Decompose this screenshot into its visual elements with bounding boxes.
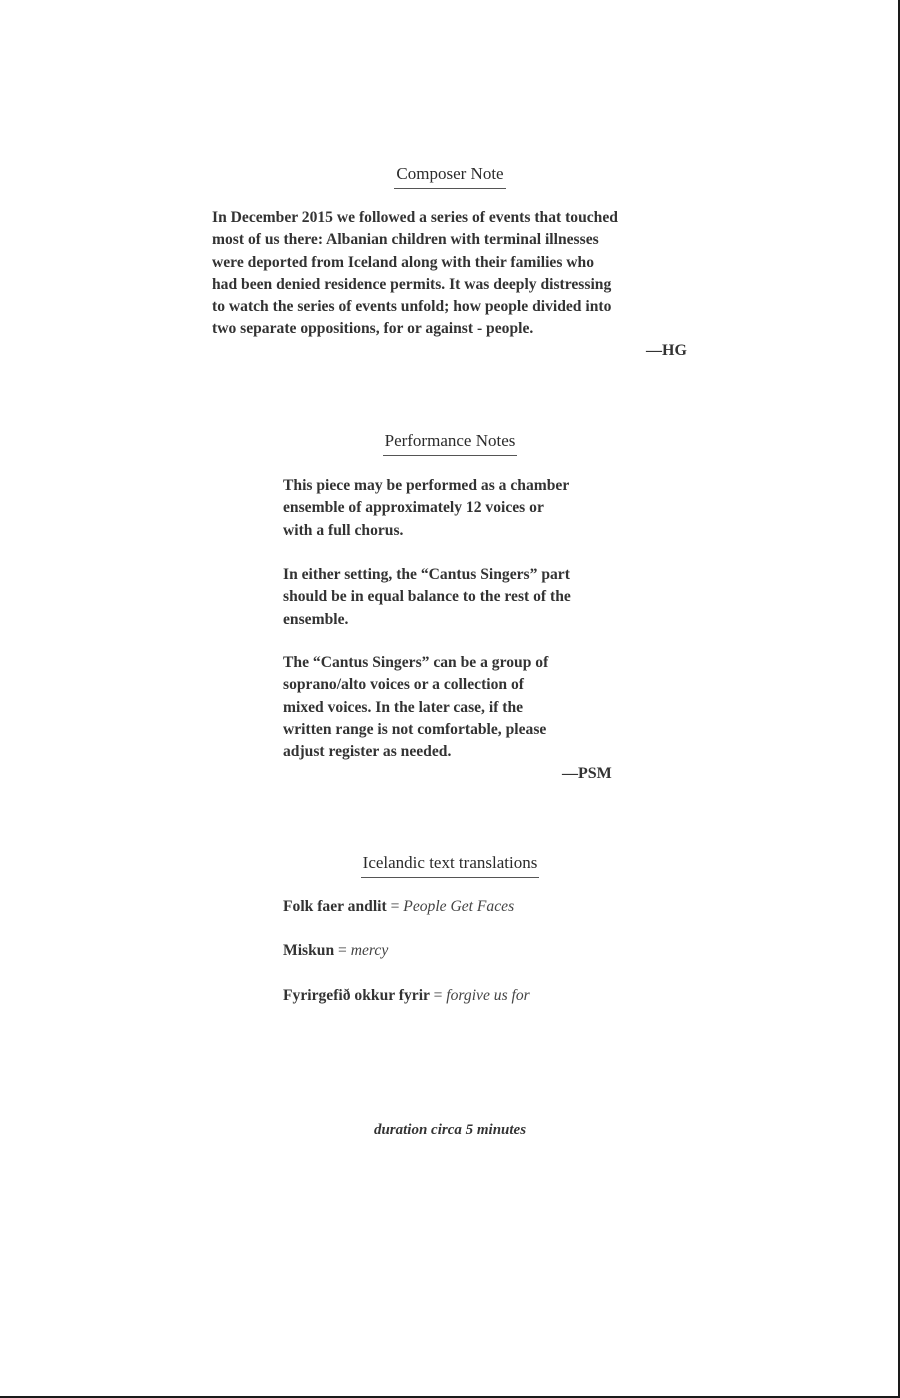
composer-note-body bbox=[212, 207, 618, 341]
performance-note-line: ensemble. bbox=[283, 610, 349, 628]
performance-note-line: soprano/alto voices or a collection of bbox=[283, 676, 524, 694]
performance-note-line: written range is not comfortable, please bbox=[283, 720, 547, 738]
composer-note-signature: —HG bbox=[646, 342, 687, 359]
performance-note-line: with a full chorus. bbox=[283, 521, 404, 539]
translation-item bbox=[283, 985, 530, 1007]
translations-heading-text: Icelandic text translations bbox=[361, 852, 540, 878]
composer-note-line: two separate oppositions, for or against - people. bbox=[212, 320, 534, 338]
performance-note-line: mixed voices. In the later case, if the bbox=[283, 698, 524, 716]
performance-note-line: should be in equal balance to the rest of the bbox=[283, 588, 571, 606]
english-translation: forgive us for bbox=[446, 987, 530, 1004]
performance-note-line: adjust register as needed. bbox=[283, 743, 452, 761]
equals-sign: = bbox=[433, 987, 443, 1004]
icelandic-term: Miskun bbox=[283, 942, 335, 959]
performance-note-line: In either setting, the “Cantus Singers” part bbox=[283, 566, 570, 583]
icelandic-term: Fyrirgefið okkur fyrir bbox=[283, 987, 430, 1004]
translation-item bbox=[283, 896, 514, 918]
translation-item bbox=[283, 940, 388, 962]
performance-notes-paragraph-1 bbox=[283, 475, 569, 542]
composer-note-line: most of us there: Albanian children with terminal illnesses bbox=[212, 231, 599, 249]
performance-note-line: ensemble of approximately 12 voices or bbox=[283, 499, 544, 517]
duration-note: duration circa 5 minutes bbox=[373, 1122, 527, 1138]
icelandic-term: Folk faer andlit bbox=[283, 898, 387, 915]
equals-sign: = bbox=[390, 898, 400, 915]
composer-note-line: had been denied residence permits. It was deeply distressing bbox=[212, 275, 612, 293]
composer-note-line: were deported from Iceland along with their families who bbox=[212, 253, 595, 271]
composer-note-heading-text: Composer Note bbox=[394, 163, 505, 189]
performance-notes-paragraph-3 bbox=[283, 652, 548, 763]
composer-note-line: In December 2015 we followed a series of events that touched bbox=[212, 209, 618, 226]
performance-notes-signature: —PSM bbox=[562, 765, 612, 782]
performance-notes-heading-text: Performance Notes bbox=[383, 430, 518, 456]
performance-note-line: This piece may be performed as a chamber bbox=[283, 477, 570, 494]
translations-heading bbox=[0, 852, 900, 878]
performance-note-line: The “Cantus Singers” can be a group of bbox=[283, 654, 549, 671]
english-translation: mercy bbox=[350, 942, 389, 959]
performance-notes-paragraph-2 bbox=[283, 564, 571, 631]
composer-note-line: to watch the series of events unfold; how people divided into bbox=[212, 298, 612, 316]
composer-note-heading bbox=[0, 163, 900, 189]
performance-notes-heading bbox=[0, 430, 900, 456]
english-translation: People Get Faces bbox=[403, 898, 515, 915]
equals-sign: = bbox=[338, 942, 347, 959]
